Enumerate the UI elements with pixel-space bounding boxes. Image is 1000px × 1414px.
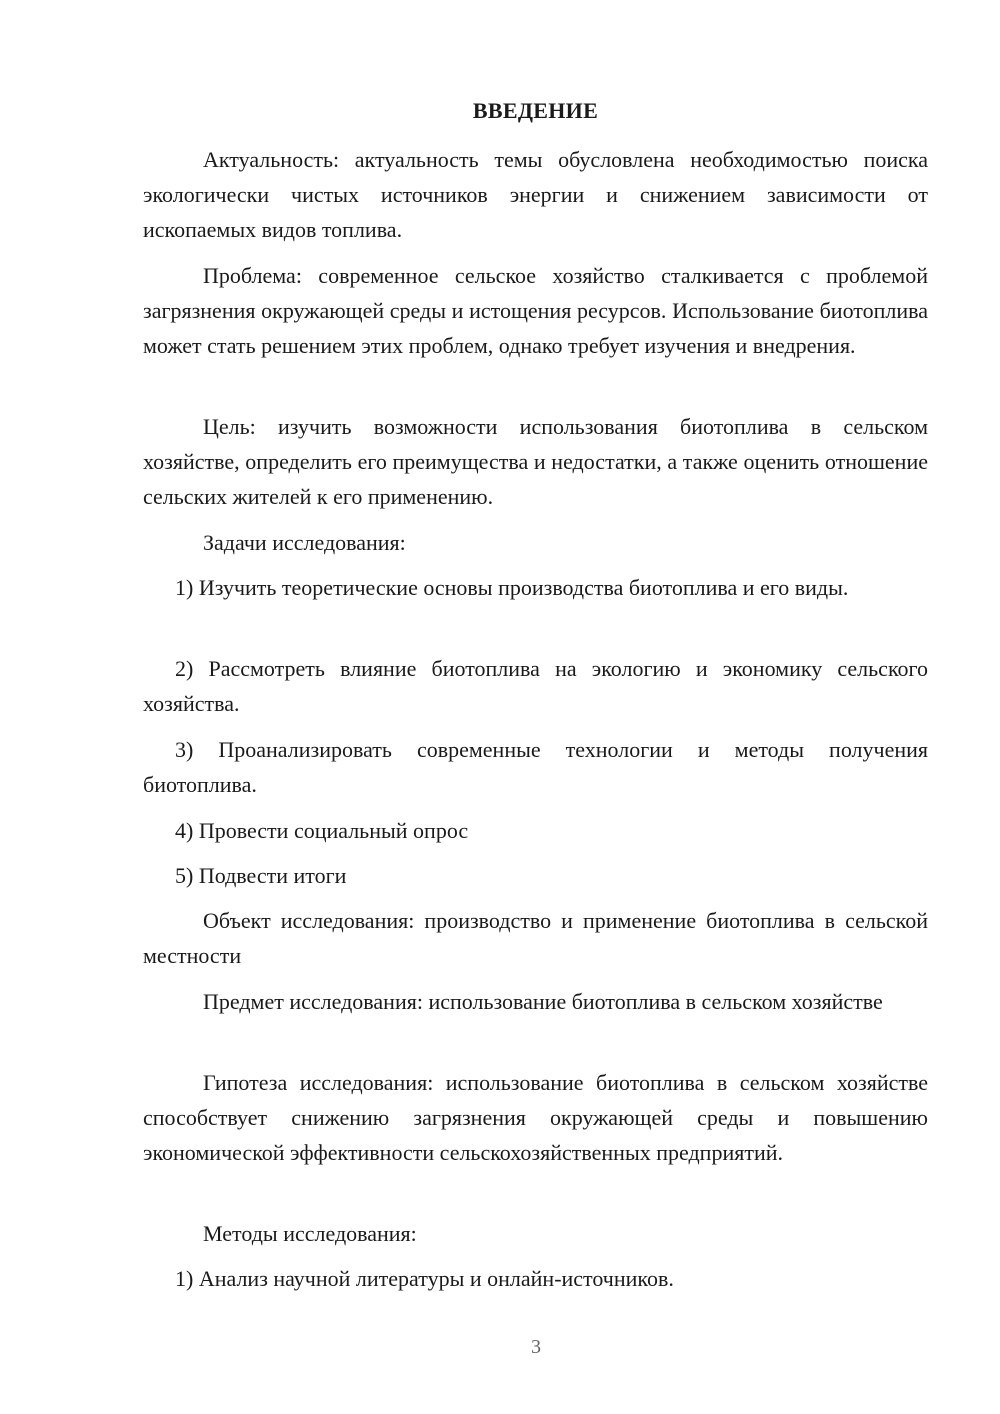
page-number: 3: [531, 1336, 541, 1358]
hypothesis-paragraph: Гипотеза исследования: использование биотоплива в сельском хозяйстве способствует снижению загрязнения окружающей среды и повышению экономической эффективности сельскохозяйственных предприятий.: [143, 1070, 928, 1165]
task-item: 2) Рассмотреть влияние биотоплива на экологию и экономику сельского хозяйства.: [143, 656, 928, 716]
object-paragraph: Объект исследования: производство и применение биотоплива в сельской местности: [143, 908, 928, 968]
task-item: 1) Изучить теоретические основы производства биотоплива и его виды.: [175, 575, 849, 600]
method-item: 1) Анализ научной литературы и онлайн-источников.: [175, 1266, 674, 1291]
task-item: 4) Провести социальный опрос: [175, 818, 469, 843]
subject-paragraph: Предмет исследования: использование биотоплива в сельском хозяйстве: [203, 989, 883, 1014]
task-item: 5) Подвести итоги: [175, 863, 347, 888]
methods-heading: Методы исследования:: [203, 1221, 417, 1246]
tasks-heading: Задачи исследования:: [203, 530, 406, 555]
section-title: ВВЕДЕНИЕ: [472, 98, 599, 123]
relevance-paragraph: Актуальность: актуальность темы обусловлена необходимостью поиска экологически чистых источников энергии и снижением зависимости от ископаемых видов топлива.: [143, 147, 928, 242]
goal-paragraph: Цель: изучить возможности использования биотоплива в сельском хозяйстве, определить его преимущества и недостатки, а также оценить отношение сельских жителей к его применению.: [143, 414, 928, 509]
task-item: 3) Проанализировать современные технологии и методы получения биотоплива.: [143, 737, 928, 797]
problem-paragraph: Проблема: современное сельское хозяйство сталкивается с проблемой загрязнения окружающей среды и истощения ресурсов. Использование биотоплива может стать решением этих проблем, однако требует изучения и внедрения.: [143, 263, 928, 358]
